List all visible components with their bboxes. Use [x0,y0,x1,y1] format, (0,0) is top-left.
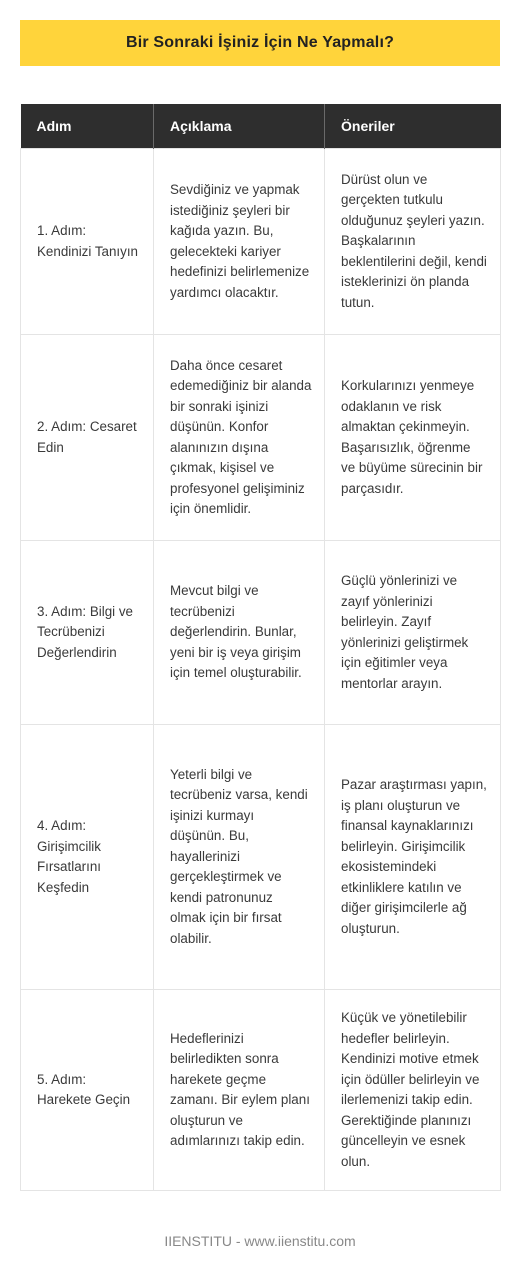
step-cell: 1. Adım: Kendinizi Tanıyın [21,149,154,335]
table-row [21,335,501,541]
column-header-tips: Öneriler [325,104,501,149]
step-cell: 3. Adım: Bilgi ve Tecrübenizi Değerlendirin [21,541,154,725]
column-header-description: Açıklama [154,104,325,149]
step-cell: 5. Adım: Harekete Geçin [21,990,154,1191]
step-cell: 4. Adım: Girişimcilik Fırsatlarını Keşfedin [21,725,154,990]
description-cell: Daha önce cesaret edemediğiniz bir alanda bir sonraki işinizi düşünün. Konfor alanınızın dışına çıkmak, kişisel ve profesyonel gelişiminiz için önemlidir. [154,335,325,541]
table-header-row [21,104,501,149]
table-row [21,541,501,725]
description-cell: Hedeflerinizi belirledikten sonra harekete geçme zamanı. Bir eylem planı oluşturun ve adımlarınızı takip edin. [154,990,325,1191]
tips-cell: Güçlü yönlerinizi ve zayıf yönlerinizi belirleyin. Zayıf yönlerinizi geliştirmek için eğitimler veya mentorlar arayın. [325,541,501,725]
step-cell: 2. Adım: Cesaret Edin [21,335,154,541]
description-cell: Sevdiğiniz ve yapmak istediğiniz şeyleri bir kağıda yazın. Bu, gelecekteki kariyer hedefinizi belirlemenize yardımcı olacaktır. [154,149,325,335]
tips-cell: Küçük ve yönetilebilir hedefler belirleyin. Kendinizi motive etmek için ödüller belirleyin ve ilerlemenizi takip edin. Gerektiğinde planınızı güncelleyin ve esnek olun. [325,990,501,1191]
steps-table [20,104,501,1191]
table-row [21,149,501,335]
page-title: Bir Sonraki İşiniz İçin Ne Yapmalı? [20,20,500,66]
tips-cell: Pazar araştırması yapın, iş planı oluşturun ve finansal kaynaklarınızı belirleyin. Girişimcilik ekosistemindeki etkinliklere katılın ve diğer girişimcilerle ağ oluşturun. [325,725,501,990]
column-header-step: Adım [21,104,154,149]
description-cell: Mevcut bilgi ve tecrübenizi değerlendirin. Bunlar, yeni bir iş veya girişim için temel oluşturabilir. [154,541,325,725]
footer-credit: IIENSTITU - www.iienstitu.com [164,1233,356,1249]
table-row [21,725,501,990]
table-row [21,990,501,1191]
tips-cell: Korkularınızı yenmeye odaklanın ve risk almaktan çekinmeyin. Başarısızlık, öğrenme ve büyüme sürecinin bir parçasıdır. [325,335,501,541]
description-cell: Yeterli bilgi ve tecrübeniz varsa, kendi işinizi kurmayı düşünün. Bu, hayallerinizi gerçekleştirmek ve kendi patronunuz olmak için bir fırsat olabilir. [154,725,325,990]
tips-cell: Dürüst olun ve gerçekten tutkulu olduğunuz şeyleri yazın. Başkalarının beklentilerini değil, kendi isteklerinizi ön planda tutun. [325,149,501,335]
